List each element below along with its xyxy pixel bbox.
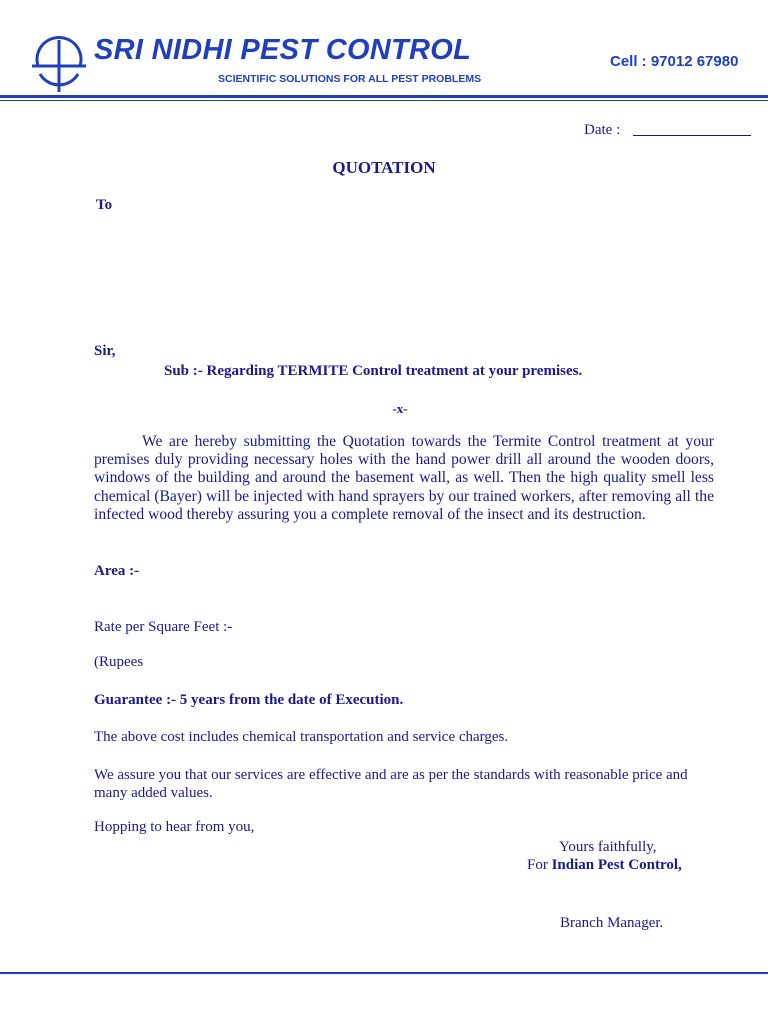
guarantee-line: Guarantee :- 5 years from the date of Execution. [94, 692, 404, 708]
letterhead-divider [0, 95, 768, 98]
for-prefix: For [527, 857, 552, 873]
document-title: QUOTATION [332, 158, 436, 177]
footer-divider [0, 972, 768, 974]
company-name: SRI NIDHI PEST CONTROL [94, 34, 472, 66]
globe-cross-icon [30, 36, 88, 94]
date-blank-line [633, 135, 751, 136]
date-label: Date : [584, 122, 621, 138]
subject-line: Sub :- Regarding TERMITE Control treatment at your premises. [164, 363, 583, 379]
rupees-label: (Rupees [94, 654, 144, 670]
letterhead-divider-thin [0, 100, 768, 101]
to-label: To [96, 197, 113, 213]
yours-faithfully: Yours faithfully, [559, 839, 657, 855]
body-paragraph: We are hereby submitting the Quotation towards the Termite Control treatment at your premises duly providing necessary holes with the hand power drill all around the wooden doors, windows of the building and around the basement wall, as well. Then the high quality smell less chemical (Bayer) will be injected with hand sprayers by our trained workers, after removing all the infected wood thereby assuring you a complete removal of the insect and its destruction. [94, 433, 714, 523]
salutation: Sir, [94, 343, 116, 359]
for-company-name: Indian Pest Control, [551, 857, 682, 873]
closing-line: Hopping to hear from you, [94, 819, 255, 835]
cost-note: The above cost includes chemical transportation and service charges. [94, 729, 509, 745]
company-tagline: SCIENTIFIC SOLUTIONS FOR ALL PEST PROBLEMS [218, 73, 482, 85]
designation: Branch Manager. [560, 915, 664, 931]
for-company-line [527, 857, 682, 874]
cell-number: Cell : 97012 67980 [610, 53, 739, 70]
separator: -x- [392, 401, 408, 416]
assurance-paragraph: We assure you that our services are effective and are as per the standards with reasonable price and many added values. [94, 767, 688, 801]
area-label: Area :- [94, 563, 140, 579]
rate-label: Rate per Square Feet :- [94, 619, 233, 635]
